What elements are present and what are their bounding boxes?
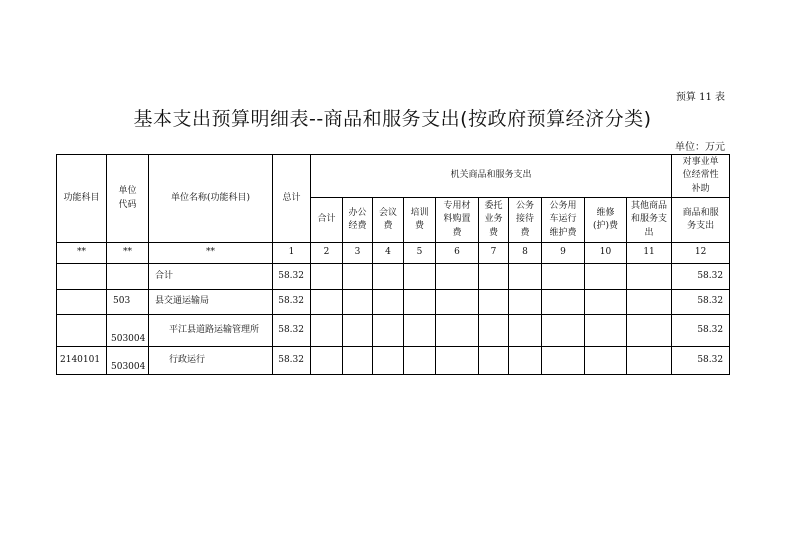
code-cell bbox=[107, 264, 149, 290]
col-entrusted-fee: 委托 业务 费 bbox=[479, 198, 509, 243]
subsidy-cell: 58.32 bbox=[672, 347, 730, 375]
col-office-fee: 办公 经费 bbox=[343, 198, 373, 243]
index-row bbox=[57, 243, 730, 264]
col-maintenance-fee: 维修 (护)费 bbox=[585, 198, 627, 243]
index-cell: 11 bbox=[627, 243, 672, 264]
subsidy-cell: 58.32 bbox=[672, 264, 730, 290]
func-cell bbox=[57, 290, 107, 315]
budget-table bbox=[56, 154, 730, 375]
func-cell bbox=[57, 315, 107, 347]
code-cell: 503004 bbox=[107, 347, 149, 375]
page-title: 基本支出预算明细表--商品和服务支出(按政府预算经济分类) bbox=[133, 108, 652, 130]
name-cell: 合计 bbox=[149, 264, 273, 290]
col-material-fee: 专用材 料购置 费 bbox=[436, 198, 479, 243]
header-row-1 bbox=[57, 155, 730, 198]
index-cell: ** bbox=[107, 243, 149, 264]
col-total: 总计 bbox=[273, 155, 311, 243]
col-other-fee: 其他商品 和服务支 出 bbox=[627, 198, 672, 243]
subsidy-cell: 58.32 bbox=[672, 315, 730, 347]
name-cell: 平江县道路运输管理所 bbox=[149, 315, 273, 347]
total-cell: 58.32 bbox=[273, 264, 311, 290]
index-cell: 7 bbox=[479, 243, 509, 264]
col-subsidy-group: 对事业单 位经常性 补助 bbox=[672, 155, 730, 198]
name-cell: 行政运行 bbox=[149, 347, 273, 375]
index-cell: 3 bbox=[343, 243, 373, 264]
unit-label: 单位：万元 bbox=[675, 142, 725, 153]
col-unit-name: 单位名称(功能科目) bbox=[149, 155, 273, 243]
col-training-fee: 培训 费 bbox=[404, 198, 436, 243]
col-subsidy-goods: 商品和服 务支出 bbox=[672, 198, 730, 243]
index-cell: ** bbox=[149, 243, 273, 264]
total-cell: 58.32 bbox=[273, 347, 311, 375]
index-cell: 4 bbox=[373, 243, 404, 264]
col-unit-code: 单位 代码 bbox=[107, 155, 149, 243]
index-cell: 10 bbox=[585, 243, 627, 264]
table-number: 预算 11 表 bbox=[675, 92, 725, 103]
index-cell: ** bbox=[57, 243, 107, 264]
func-cell: 2140101 bbox=[57, 347, 107, 375]
index-cell: 5 bbox=[404, 243, 436, 264]
table-row bbox=[57, 264, 730, 290]
code-cell: 503 bbox=[107, 290, 149, 315]
table-row bbox=[57, 290, 730, 315]
col-agency-group: 机关商品和服务支出 bbox=[311, 155, 672, 198]
index-cell: 8 bbox=[509, 243, 542, 264]
col-reception-fee: 公务 接待 费 bbox=[509, 198, 542, 243]
subsidy-cell: 58.32 bbox=[672, 290, 730, 315]
index-cell: 9 bbox=[542, 243, 585, 264]
name-cell: 县交通运输局 bbox=[149, 290, 273, 315]
func-cell bbox=[57, 264, 107, 290]
index-cell: 2 bbox=[311, 243, 343, 264]
total-cell: 58.32 bbox=[273, 315, 311, 347]
index-cell: 1 bbox=[273, 243, 311, 264]
total-cell: 58.32 bbox=[273, 290, 311, 315]
index-cell: 12 bbox=[672, 243, 730, 264]
col-meeting-fee: 会议 费 bbox=[373, 198, 404, 243]
col-sub-total: 合计 bbox=[311, 198, 343, 243]
code-cell: 503004 bbox=[107, 315, 149, 347]
table-row bbox=[57, 315, 730, 347]
col-vehicle-fee: 公务用 车运行 维护费 bbox=[542, 198, 585, 243]
index-cell: 6 bbox=[436, 243, 479, 264]
table-row bbox=[57, 347, 730, 375]
col-func-subject: 功能科目 bbox=[57, 155, 107, 243]
